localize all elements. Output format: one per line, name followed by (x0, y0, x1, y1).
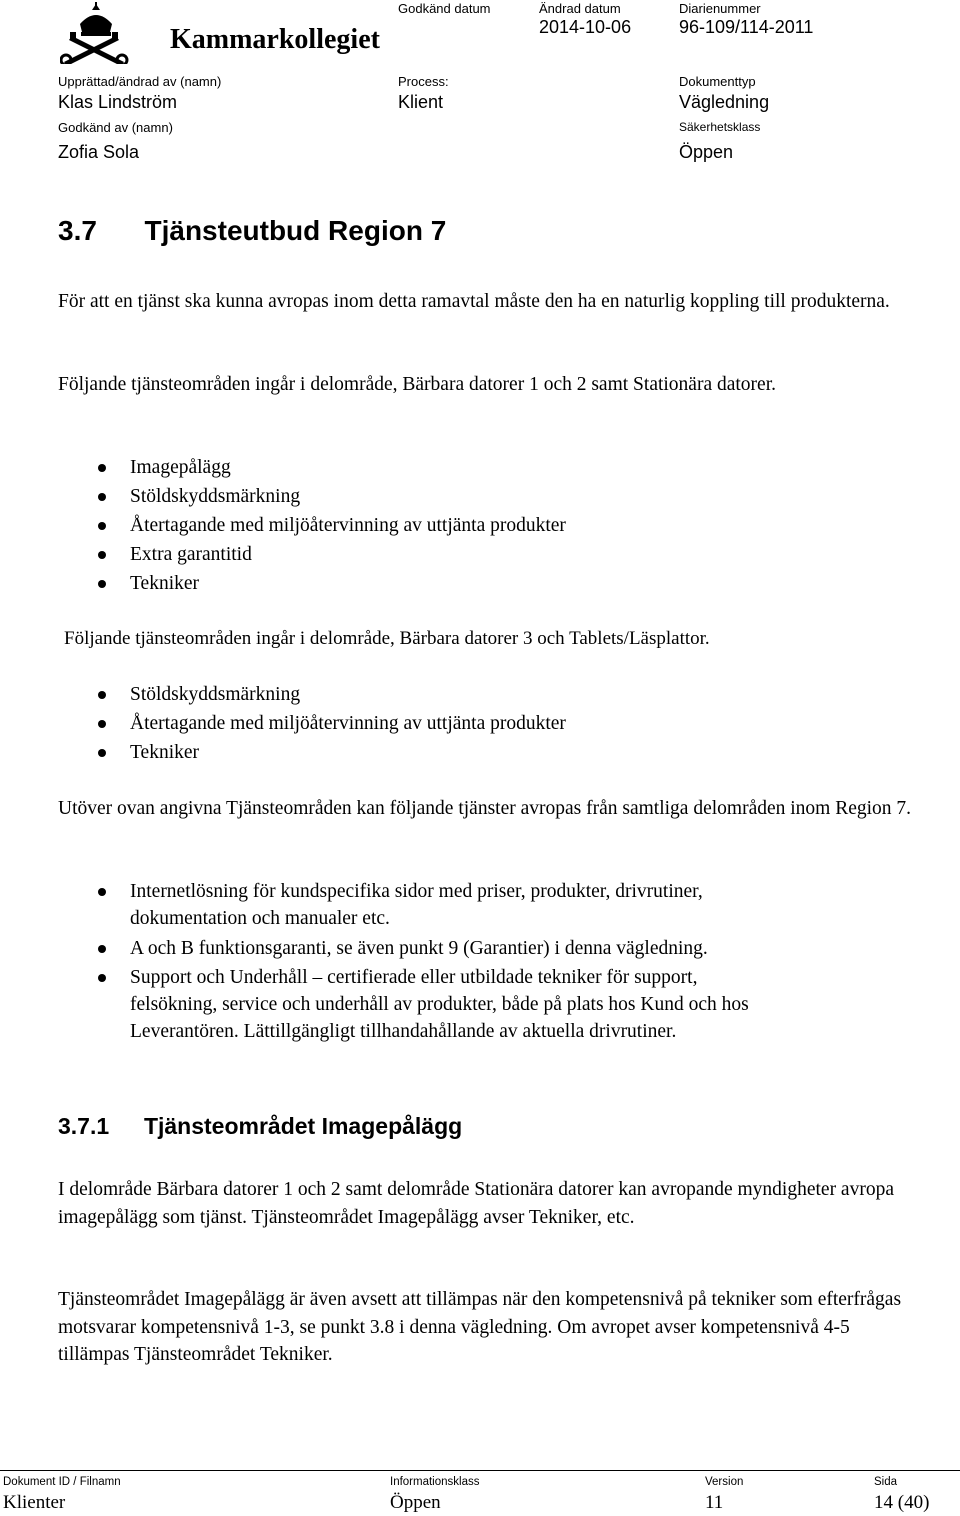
bullet-icon (98, 551, 106, 559)
subsection-para1: I delområde Bärbara datorer 1 och 2 samt delområde Stationära datorer kan avropande myndigheter avropa imagepålägg som tjänst. Tjänsteområdet Imagepålägg avser Tekniker, etc. (58, 1179, 894, 1228)
process-value: Klient (398, 92, 444, 112)
footer-rule (0, 1470, 960, 1471)
list-item: Imagepålägg (0, 454, 960, 482)
bullet-icon (98, 945, 106, 953)
version-value: 11 (705, 1492, 724, 1513)
bullet-icon (98, 720, 106, 728)
version-label: Version (705, 1476, 744, 1488)
diary-value: 96-109/114-2011 (679, 17, 814, 37)
doc-type-label: Dokumenttyp (679, 74, 756, 89)
process-label: Process: (398, 74, 449, 89)
group3-intro: Utöver ovan angivna Tjänsteområden kan följande tjänster avropas från samtliga delområden inom Region 7. (58, 798, 912, 819)
approved-date-label: Godkänd datum (398, 1, 491, 16)
bullet-icon (98, 580, 106, 588)
list-item: Återtagande med miljöåtervinning av uttjänta produkter (0, 512, 960, 540)
doc-id-value: Klienter (3, 1492, 66, 1513)
doc-id-label: Dokument ID / Filnamn (3, 1476, 121, 1488)
list-item: Internetlösning för kundspecifika sidor med priser, produkter, drivrutiner, dokumentation och manualer etc. (0, 878, 960, 934)
list-item: Tekniker (0, 739, 960, 767)
page-value: 14 (40) (874, 1492, 930, 1513)
changed-date-value: 2014-10-06 (539, 17, 632, 37)
created-by-value: Klas Lindström (58, 92, 178, 112)
info-class-value: Öppen (390, 1492, 441, 1513)
list-item: Stöldskyddsmärkning (0, 483, 960, 511)
list-item: Stöldskyddsmärkning (0, 681, 960, 709)
section-heading (58, 215, 446, 247)
approved-by-label: Godkänd av (namn) (58, 120, 173, 135)
diary-label: Diarienummer (679, 1, 761, 16)
bullet-icon (98, 464, 106, 472)
bullet-icon (98, 691, 106, 699)
list-item: Återtagande med miljöåtervinning av uttjänta produkter (0, 710, 960, 738)
group2-intro: Följande tjänsteområden ingår i delområde, Bärbara datorer 3 och Tablets/Läsplattor. (64, 628, 710, 649)
created-by-label: Upprättad/ändrad av (namn) (58, 74, 222, 89)
bullet-icon (98, 974, 106, 982)
bullet-icon (98, 522, 106, 530)
doc-type-value: Vägledning (679, 92, 770, 112)
list-item: Extra garantitid (0, 541, 960, 569)
list-item: Tekniker (0, 570, 960, 598)
bullet-icon (98, 493, 106, 501)
org-name: Kammarkollegiet (170, 24, 380, 55)
subsection-number: 3.7.1 (58, 1113, 110, 1139)
security-value: Öppen (679, 142, 734, 162)
kammarkollegiet-logo (60, 2, 380, 64)
section-number: 3.7 (58, 215, 97, 246)
group1-intro: Följande tjänsteområden ingår i delområde, Bärbara datorer 1 och 2 samt Stationära datorer. (58, 374, 776, 395)
bullet-icon (98, 888, 106, 896)
bullet-icon (98, 749, 106, 757)
approved-by-value: Zofia Sola (58, 142, 140, 162)
subsection-para2: Tjänsteområdet Imagepålägg är även avsett att tillämpas när den kompetensnivå på tekniker som efterfrågas motsvarar kompetensnivå 1-3, se punkt 3.8 i denna vägledning. Om avropet avser kompetensnivå 4-5 tillämpas Tjänsteområdet Tekniker. (58, 1289, 902, 1365)
section-intro: För att en tjänst ska kunna avropas inom detta ramavtal måste den ha en naturlig koppling till produkterna. (58, 291, 890, 312)
info-class-label: Informationsklass (390, 1476, 480, 1488)
list-item: A och B funktionsgaranti, se även punkt 9 (Garantier) i denna vägledning. (0, 935, 960, 963)
subsection-title: Tjänsteområdet Imagepålägg (143, 1113, 463, 1139)
changed-date-label: Ändrad datum (539, 1, 621, 16)
subsection-heading (58, 1113, 462, 1140)
list-item: Support och Underhåll – certifierade eller utbildade tekniker för support, felsökning, service och underhåll av produkter, både på plats hos Kund och hos Leverantören. Lättillgängligt tillhandahållande av aktuella drivrutiner. (0, 964, 960, 1048)
section-title: Tjänsteutbud Region 7 (144, 215, 447, 246)
page-label: Sida (874, 1476, 898, 1488)
security-label: Säkerhetsklass (679, 120, 761, 134)
